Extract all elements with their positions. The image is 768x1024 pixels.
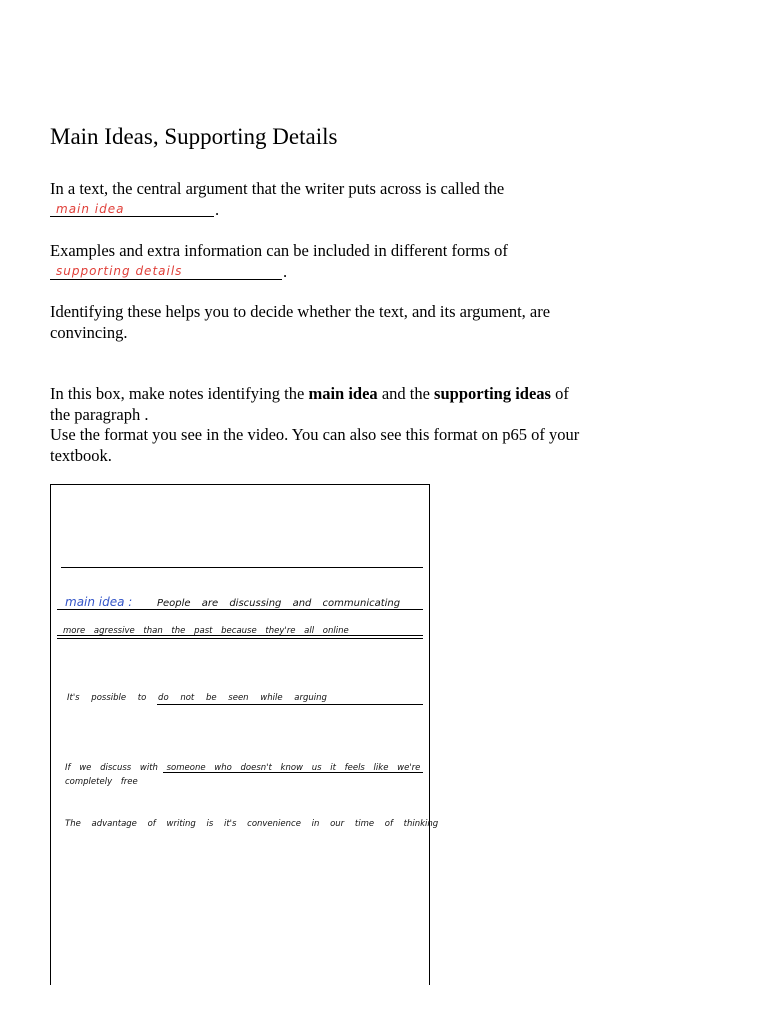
notes-heading-rule (61, 567, 423, 568)
supporting-detail-1: It's possible to do not be seen while arguing (67, 693, 327, 703)
question-2-text: Examples and extra information can be included in different forms of (50, 241, 508, 260)
page-title: Main Ideas, Supporting Details (50, 124, 338, 149)
main-idea-text-1: People are discussing and communicating (157, 598, 401, 609)
supporting-detail-2a: If we discuss with someone who doesn't know us it feels like we're (65, 763, 421, 773)
notes-rule-5 (163, 772, 423, 773)
answer-1-line[interactable] (50, 216, 214, 217)
question-1-text: In a text, the central argument that the writer puts across is called the (50, 179, 505, 198)
question-3-text: Identifying these helps you to decide whether the text, and its argument, are convincing. (50, 302, 551, 342)
instr-bold-main-idea: main idea (308, 384, 378, 403)
answer-2-period: . (283, 262, 288, 281)
answer-1-period: . (215, 200, 220, 219)
main-idea-label: main idea : (65, 595, 133, 609)
answer-1-handwritten: main idea (56, 202, 125, 216)
notes-rule-1 (57, 609, 423, 610)
notes-rule-4 (157, 704, 423, 705)
instr-part-1: In this box, make notes identifying the (50, 384, 309, 403)
supporting-detail-2b: completely free (65, 777, 138, 787)
instr-part-2: and the (377, 384, 435, 403)
instructions-line-1 (50, 383, 580, 425)
answer-2-handwritten: supporting details (56, 264, 183, 278)
notes-rule-3 (57, 638, 423, 639)
notes-rule-2 (57, 635, 423, 636)
answer-2-line[interactable] (50, 279, 282, 280)
main-idea-text-2: more agressive than the past because they're all online (63, 626, 349, 636)
supporting-detail-3: The advantage of writing is it's convenience in our time of thinking (65, 819, 439, 829)
instr-part-3: of the paragraph . (50, 384, 569, 424)
instr-bold-supporting-ideas: supporting ideas (434, 384, 551, 403)
notes-box[interactable] (50, 484, 439, 985)
instructions-line-2: Use the format you see in the video. You can also see this format on p65 of your textbook. (50, 425, 580, 465)
